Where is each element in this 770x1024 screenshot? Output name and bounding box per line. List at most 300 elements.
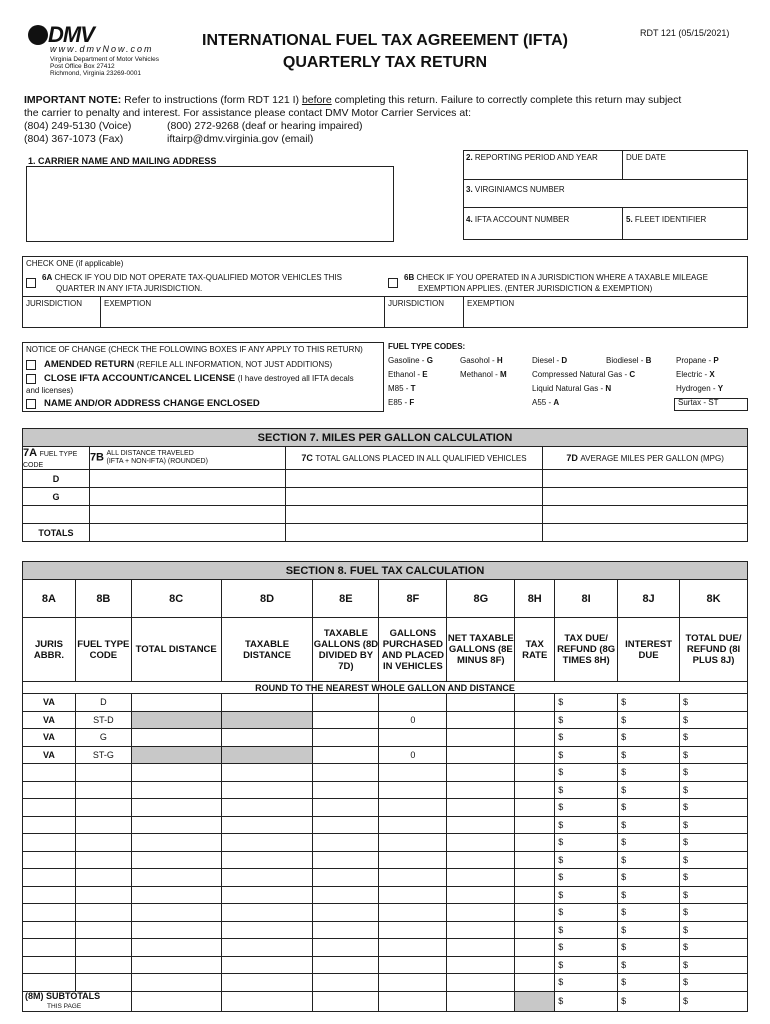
fuel-code-item: Ethanol - E (388, 370, 428, 379)
taxable-distance-cell[interactable] (221, 799, 313, 817)
tax-due-cell[interactable]: $ (555, 921, 618, 939)
fuel-code-item: Gasohol - H (460, 356, 503, 365)
sec8-row (23, 851, 748, 869)
tax-due-cell[interactable]: $ (555, 869, 618, 887)
fuel-type-cell[interactable] (75, 921, 131, 939)
sec7-input-cell[interactable] (543, 506, 748, 524)
col-header-8f: GALLONS PURCHASED AND PLACED IN VEHICLES (379, 618, 447, 682)
check-6a-text (42, 272, 342, 294)
sub-8k-cell[interactable]: $ (680, 991, 748, 1011)
net-taxable-gallons-cell[interactable] (447, 799, 515, 817)
tax-due-cell[interactable]: $ (555, 904, 618, 922)
total-distance-cell (131, 746, 221, 764)
taxable-gallons-cell[interactable] (313, 746, 379, 764)
net-taxable-gallons-cell[interactable] (447, 939, 515, 957)
tax-rate-cell[interactable] (515, 694, 555, 712)
total-distance-cell[interactable] (131, 781, 221, 799)
tax-due-cell[interactable]: $ (555, 729, 618, 747)
sec8-row (23, 694, 748, 712)
tax-rate-cell[interactable] (515, 834, 555, 852)
sec7-input-cell[interactable] (89, 470, 285, 488)
tax-rate-cell[interactable] (515, 974, 555, 992)
juris-abbr-cell[interactable] (23, 834, 76, 852)
juris-abbr-cell[interactable] (23, 939, 76, 957)
sub-8h-cell (515, 991, 555, 1011)
tax-due-cell[interactable]: $ (555, 851, 618, 869)
col-header-8g: NET TAXABLE GALLONS (8E MINUS 8F) (447, 618, 515, 682)
taxable-distance-cell[interactable] (221, 781, 313, 799)
taxable-gallons-cell[interactable] (313, 904, 379, 922)
taxable-distance-cell[interactable] (221, 921, 313, 939)
close-sub: (I have destroyed all IFTA decals (237, 374, 354, 383)
fuel-type-cell[interactable] (75, 869, 131, 887)
note-voice: (804) 249-5130 (Voice) (24, 120, 132, 132)
section8-table (22, 561, 748, 1012)
total-distance-cell[interactable] (131, 939, 221, 957)
tax-rate-cell[interactable] (515, 816, 555, 834)
tax-rate-cell[interactable] (515, 886, 555, 904)
taxable-gallons-cell[interactable] (313, 834, 379, 852)
gallons-purchased-cell[interactable] (379, 764, 447, 782)
taxable-gallons-cell[interactable] (313, 974, 379, 992)
gallons-purchased-cell[interactable] (379, 729, 447, 747)
sub-8d-cell[interactable] (221, 991, 313, 1011)
net-taxable-gallons-cell[interactable] (447, 886, 515, 904)
fuel-type-cell[interactable] (75, 816, 131, 834)
gallons-purchased-cell[interactable] (379, 799, 447, 817)
totals-label: TOTALS (23, 524, 90, 542)
total-distance-cell[interactable] (131, 921, 221, 939)
gallons-purchased-cell[interactable]: 0 (379, 711, 447, 729)
sec8-row (23, 904, 748, 922)
field5-cell[interactable] (623, 208, 748, 240)
sec8-row (23, 799, 748, 817)
taxable-gallons-cell[interactable] (313, 729, 379, 747)
sec7-row (23, 470, 748, 488)
sec8-row (23, 869, 748, 887)
6a-jurisdiction-input[interactable] (23, 308, 99, 327)
note-email: iftairp@dmv.virginia.gov (email) (167, 133, 314, 145)
tax-rate-cell[interactable] (515, 799, 555, 817)
net-taxable-gallons-cell[interactable] (447, 729, 515, 747)
total-due-cell[interactable]: $ (680, 729, 748, 747)
tax-rate-cell[interactable] (515, 729, 555, 747)
col-id-8e: 8E (313, 580, 379, 618)
col-id-8c: 8C (131, 580, 221, 618)
interest-due-cell[interactable]: $ (618, 834, 680, 852)
sec7-input-cell[interactable] (285, 506, 543, 524)
7a-label: FUEL TYPE CODE (23, 451, 78, 469)
fuel-type-cell[interactable] (75, 764, 131, 782)
total-distance-cell[interactable] (131, 834, 221, 852)
section8-title: SECTION 8. FUEL TAX CALCULATION (23, 562, 748, 580)
taxable-gallons-cell[interactable] (313, 711, 379, 729)
sec8-row (23, 886, 748, 904)
subtotals-row (23, 991, 748, 1011)
note-text-b: completing this return. Failure to correctly complete this return may subject (334, 94, 682, 106)
net-taxable-gallons-cell[interactable] (447, 921, 515, 939)
juris-abbr-cell[interactable] (23, 781, 76, 799)
sub-8e-cell[interactable] (313, 991, 379, 1011)
tax-rate-cell[interactable] (515, 764, 555, 782)
tax-due-cell[interactable]: $ (555, 939, 618, 957)
gallons-purchased-cell[interactable] (379, 921, 447, 939)
net-taxable-gallons-cell[interactable] (447, 851, 515, 869)
tax-due-cell[interactable]: $ (555, 764, 618, 782)
sub-8g-cell[interactable] (447, 991, 515, 1011)
taxable-distance-cell[interactable] (221, 939, 313, 957)
total-distance-cell[interactable] (131, 869, 221, 887)
sec8-row (23, 764, 748, 782)
total-due-cell[interactable]: $ (680, 694, 748, 712)
total-due-cell[interactable]: $ (680, 851, 748, 869)
field4-cell[interactable] (463, 208, 623, 240)
sec7-input-cell[interactable] (543, 488, 748, 506)
gallons-purchased-cell[interactable] (379, 781, 447, 799)
check-6a-line2: QUARTER IN ANY IFTA JURISDICTION. (56, 284, 203, 293)
7a-num: 7A (23, 447, 38, 459)
total-distance-cell[interactable] (131, 851, 221, 869)
due-date-cell[interactable] (623, 150, 748, 180)
tax-due-cell[interactable]: $ (555, 974, 618, 992)
tax-rate-cell[interactable] (515, 869, 555, 887)
gallons-purchased-cell[interactable] (379, 904, 447, 922)
juris-abbr-cell: VA (23, 694, 76, 712)
total-distance-cell[interactable] (131, 956, 221, 974)
taxable-gallons-cell[interactable] (313, 816, 379, 834)
gallons-purchased-cell[interactable] (379, 974, 447, 992)
totals-7d-input[interactable] (543, 524, 748, 542)
tax-due-cell[interactable]: $ (555, 746, 618, 764)
taxable-gallons-cell[interactable] (313, 869, 379, 887)
carrier-name-address-input[interactable] (26, 166, 394, 242)
tax-rate-cell[interactable] (515, 746, 555, 764)
net-taxable-gallons-cell[interactable] (447, 974, 515, 992)
juris-abbr-cell: VA (23, 746, 76, 764)
taxable-distance-cell[interactable] (221, 956, 313, 974)
juris-abbr-cell: VA (23, 711, 76, 729)
title-line2: QUARTERLY TAX RETURN (282, 54, 488, 71)
col-header-8k: TOTAL DUE/ REFUND (8I PLUS 8J) (680, 618, 748, 682)
total-due-cell[interactable]: $ (680, 781, 748, 799)
interest-due-cell[interactable]: $ (618, 711, 680, 729)
fuel-code-item: Gasoline - G (388, 356, 433, 365)
taxable-gallons-cell[interactable] (313, 851, 379, 869)
taxable-distance-cell[interactable] (221, 904, 313, 922)
total-due-cell[interactable]: $ (680, 921, 748, 939)
interest-due-cell[interactable]: $ (618, 729, 680, 747)
check-6b-num: 6B (404, 273, 415, 282)
col-id-8f: 8F (379, 580, 447, 618)
net-taxable-gallons-cell[interactable] (447, 816, 515, 834)
fuel-type-cell[interactable] (75, 956, 131, 974)
fuel-code-item: Diesel - D (532, 356, 568, 365)
field3-cell[interactable] (463, 180, 748, 208)
taxable-gallons-cell[interactable] (313, 764, 379, 782)
juris-abbr-cell[interactable] (23, 764, 76, 782)
fuel-code-item: Propane - P (676, 356, 719, 365)
fuel-type-cell[interactable] (75, 939, 131, 957)
6b-divider (384, 296, 748, 297)
net-taxable-gallons-cell[interactable] (447, 711, 515, 729)
tax-rate-cell[interactable] (515, 711, 555, 729)
total-due-cell[interactable]: $ (680, 816, 748, 834)
check-6b-line2: EXEMPTION APPLIES. (ENTER JURISDICTION & EXEMPTION) (418, 284, 653, 293)
tax-rate-cell[interactable] (515, 781, 555, 799)
field4-label: IFTA ACCOUNT NUMBER (474, 215, 570, 224)
6a-divider (22, 296, 384, 297)
gallons-purchased-cell[interactable] (379, 956, 447, 974)
gallons-purchased-cell[interactable] (379, 694, 447, 712)
fuel-type-cell[interactable] (75, 886, 131, 904)
sec8-row (23, 956, 748, 974)
sub-8i-cell[interactable]: $ (555, 991, 618, 1011)
net-taxable-gallons-cell[interactable] (447, 764, 515, 782)
total-due-cell[interactable]: $ (680, 799, 748, 817)
sec7-input-cell[interactable] (285, 488, 543, 506)
total-due-cell[interactable]: $ (680, 886, 748, 904)
fuel-type-cell: ST-G (75, 746, 131, 764)
note-text-a: Refer to instructions (form RDT 121 I) (124, 94, 300, 106)
total-distance-cell[interactable] (131, 816, 221, 834)
taxable-gallons-cell[interactable] (313, 694, 379, 712)
tax-due-cell[interactable]: $ (555, 956, 618, 974)
check-6b-text (404, 272, 708, 294)
6b-jurisdiction-label: JURISDICTION (388, 299, 444, 308)
taxable-distance-cell[interactable] (221, 886, 313, 904)
field2-label: REPORTING PERIOD AND YEAR (474, 153, 598, 162)
taxable-gallons-cell[interactable] (313, 939, 379, 957)
gallons-purchased-cell[interactable] (379, 851, 447, 869)
net-taxable-gallons-cell[interactable] (447, 781, 515, 799)
juris-abbr-cell[interactable] (23, 816, 76, 834)
col-header-8b: FUEL TYPE CODE (75, 618, 131, 682)
important-note (24, 94, 754, 146)
total-due-cell[interactable]: $ (680, 869, 748, 887)
fuel-code-item: Methanol - M (460, 370, 507, 379)
juris-abbr-cell[interactable] (23, 904, 76, 922)
interest-due-cell[interactable]: $ (618, 974, 680, 992)
name-change-checkbox[interactable] (26, 399, 36, 409)
juris-abbr-cell[interactable] (23, 921, 76, 939)
field2-cell[interactable] (463, 150, 623, 180)
taxable-gallons-cell[interactable] (313, 956, 379, 974)
fuel-code-item: A55 - A (532, 398, 560, 407)
fuel-code-item: M85 - T (388, 384, 416, 393)
tax-rate-cell[interactable] (515, 904, 555, 922)
totals-7c-input[interactable] (285, 524, 543, 542)
subtotals-label-cell (23, 991, 132, 1011)
round-note: ROUND TO THE NEAREST WHOLE GALLON AND DISTANCE (23, 682, 748, 694)
juris-abbr-cell[interactable] (23, 869, 76, 887)
interest-due-cell[interactable]: $ (618, 816, 680, 834)
total-due-cell[interactable]: $ (680, 939, 748, 957)
net-taxable-gallons-cell[interactable] (447, 904, 515, 922)
note-label: IMPORTANT NOTE: (24, 94, 122, 106)
sec8-row (23, 729, 748, 747)
sub-8j-cell[interactable]: $ (618, 991, 680, 1011)
fuel-code-item: E85 - F (388, 398, 415, 407)
form-code: RDT 121 (05/15/2021) (640, 28, 730, 38)
juris-abbr-cell[interactable] (23, 886, 76, 904)
fuel-type-cell: G (75, 729, 131, 747)
sub-8c-cell[interactable] (131, 991, 221, 1011)
total-distance-cell[interactable] (131, 904, 221, 922)
tax-rate-cell[interactable] (515, 956, 555, 974)
juris-abbr-cell[interactable] (23, 851, 76, 869)
col-header-8c: TOTAL DISTANCE (131, 618, 221, 682)
dmv-logo (24, 22, 174, 82)
interest-due-cell[interactable]: $ (618, 851, 680, 869)
tax-due-cell[interactable]: $ (555, 711, 618, 729)
taxable-distance-cell[interactable] (221, 869, 313, 887)
interest-due-cell[interactable]: $ (618, 939, 680, 957)
close-account-checkbox[interactable] (26, 374, 36, 384)
interest-due-cell[interactable]: $ (618, 869, 680, 887)
col-header-8a: JURIS ABBR. (23, 618, 76, 682)
sec7-fuel-code: G (23, 488, 90, 506)
6a-exemption-input[interactable] (101, 308, 383, 327)
tax-rate-cell[interactable] (515, 921, 555, 939)
fuel-code-item: Surtax - ST (678, 398, 719, 407)
col-id-8i: 8I (555, 580, 618, 618)
taxable-gallons-cell[interactable] (313, 781, 379, 799)
7c-label: TOTAL GALLONS PLACED IN ALL QUALIFIED VEHICLES (315, 454, 527, 463)
taxable-gallons-cell[interactable] (313, 799, 379, 817)
6b-exemption-input[interactable] (464, 308, 747, 327)
check-6a-checkbox[interactable] (26, 278, 36, 288)
fuel-type-cell[interactable] (75, 834, 131, 852)
fuel-type-cell[interactable] (75, 904, 131, 922)
gallons-purchased-cell[interactable] (379, 816, 447, 834)
tax-due-cell[interactable]: $ (555, 694, 618, 712)
interest-due-cell[interactable]: $ (618, 904, 680, 922)
sec7-input-cell[interactable] (543, 470, 748, 488)
sec8-row (23, 921, 748, 939)
interest-due-cell[interactable]: $ (618, 799, 680, 817)
juris-abbr-cell[interactable] (23, 799, 76, 817)
sub-8f-cell[interactable] (379, 991, 447, 1011)
total-due-cell[interactable]: $ (680, 974, 748, 992)
sec7-fuel-code (23, 506, 90, 524)
net-taxable-gallons-cell[interactable] (447, 746, 515, 764)
totals-7b-input[interactable] (89, 524, 285, 542)
7b-num: 7B (89, 451, 104, 464)
amended-return-text (44, 359, 332, 370)
field1-label: 1. CARRIER NAME AND MAILING ADDRESS (28, 156, 217, 166)
interest-due-cell[interactable]: $ (618, 694, 680, 712)
taxable-distance-cell[interactable] (221, 816, 313, 834)
interest-due-cell[interactable]: $ (618, 781, 680, 799)
field3-num: 3. (466, 185, 473, 194)
col-id-8b: 8B (75, 580, 131, 618)
fuel-type-cell[interactable] (75, 781, 131, 799)
total-distance-cell[interactable] (131, 729, 221, 747)
amended-return-checkbox[interactable] (26, 360, 36, 370)
taxable-distance-cell[interactable] (221, 974, 313, 992)
logo-city: Richmond, Virginia 23269-0001 (50, 70, 141, 77)
taxable-gallons-cell[interactable] (313, 886, 379, 904)
interest-due-cell[interactable]: $ (618, 886, 680, 904)
sec7-row (23, 488, 748, 506)
close-label: CLOSE IFTA ACCOUNT/CANCEL LICENSE (44, 373, 236, 384)
tax-due-cell[interactable]: $ (555, 886, 618, 904)
tax-due-cell[interactable]: $ (555, 834, 618, 852)
gallons-purchased-cell[interactable] (379, 939, 447, 957)
net-taxable-gallons-cell[interactable] (447, 956, 515, 974)
tax-rate-cell[interactable] (515, 851, 555, 869)
gallons-purchased-cell[interactable] (379, 869, 447, 887)
sec7-row (23, 506, 748, 524)
6b-jurisdiction-input[interactable] (385, 308, 462, 327)
juris-abbr-cell[interactable] (23, 956, 76, 974)
close-sub2: and licenses) (26, 386, 74, 395)
tax-due-cell[interactable]: $ (555, 781, 618, 799)
sec7-input-cell[interactable] (285, 470, 543, 488)
sec7-input-cell[interactable] (89, 506, 285, 524)
interest-due-cell[interactable]: $ (618, 746, 680, 764)
taxable-distance-cell[interactable] (221, 729, 313, 747)
taxable-distance-cell[interactable] (221, 694, 313, 712)
fuel-type-cell[interactable] (75, 799, 131, 817)
taxable-distance-cell[interactable] (221, 834, 313, 852)
total-distance-cell[interactable] (131, 799, 221, 817)
tax-due-cell[interactable]: $ (555, 799, 618, 817)
close-account-text (44, 373, 354, 384)
net-taxable-gallons-cell[interactable] (447, 869, 515, 887)
total-distance-cell[interactable] (131, 886, 221, 904)
tax-rate-cell[interactable] (515, 939, 555, 957)
total-distance-cell (131, 711, 221, 729)
sec7-input-cell[interactable] (89, 488, 285, 506)
total-distance-cell[interactable] (131, 974, 221, 992)
sec8-row (23, 974, 748, 992)
gallons-purchased-cell[interactable] (379, 834, 447, 852)
gallons-purchased-cell[interactable]: 0 (379, 746, 447, 764)
gallons-purchased-cell[interactable] (379, 886, 447, 904)
interest-due-cell[interactable]: $ (618, 764, 680, 782)
check-one-title: CHECK ONE (if applicable) (26, 259, 124, 268)
7b-label2: (IFTA + NON-IFTA) (ROUNDED) (106, 458, 208, 465)
logo-mark (28, 25, 48, 45)
interest-due-cell[interactable]: $ (618, 956, 680, 974)
fuel-code-item: Biodiesel - B (606, 356, 652, 365)
interest-due-cell[interactable]: $ (618, 921, 680, 939)
net-taxable-gallons-cell[interactable] (447, 834, 515, 852)
total-due-cell[interactable]: $ (680, 764, 748, 782)
check-6b-checkbox[interactable] (388, 278, 398, 288)
tax-due-cell[interactable]: $ (555, 816, 618, 834)
net-taxable-gallons-cell[interactable] (447, 694, 515, 712)
sec8-row (23, 746, 748, 764)
juris-abbr-cell[interactable] (23, 974, 76, 992)
taxable-distance-cell[interactable] (221, 851, 313, 869)
total-due-cell[interactable]: $ (680, 904, 748, 922)
total-due-cell[interactable]: $ (680, 956, 748, 974)
total-due-cell[interactable]: $ (680, 834, 748, 852)
total-due-cell[interactable]: $ (680, 711, 748, 729)
total-distance-cell[interactable] (131, 694, 221, 712)
sec8-row (23, 711, 748, 729)
col-header-8d: TAXABLE DISTANCE (221, 618, 313, 682)
fuel-type-cell[interactable] (75, 974, 131, 992)
taxable-gallons-cell[interactable] (313, 921, 379, 939)
due-date-label: DUE DATE (626, 153, 666, 162)
taxable-distance-cell[interactable] (221, 764, 313, 782)
fuel-type-cell[interactable] (75, 851, 131, 869)
total-distance-cell[interactable] (131, 764, 221, 782)
total-due-cell[interactable]: $ (680, 746, 748, 764)
